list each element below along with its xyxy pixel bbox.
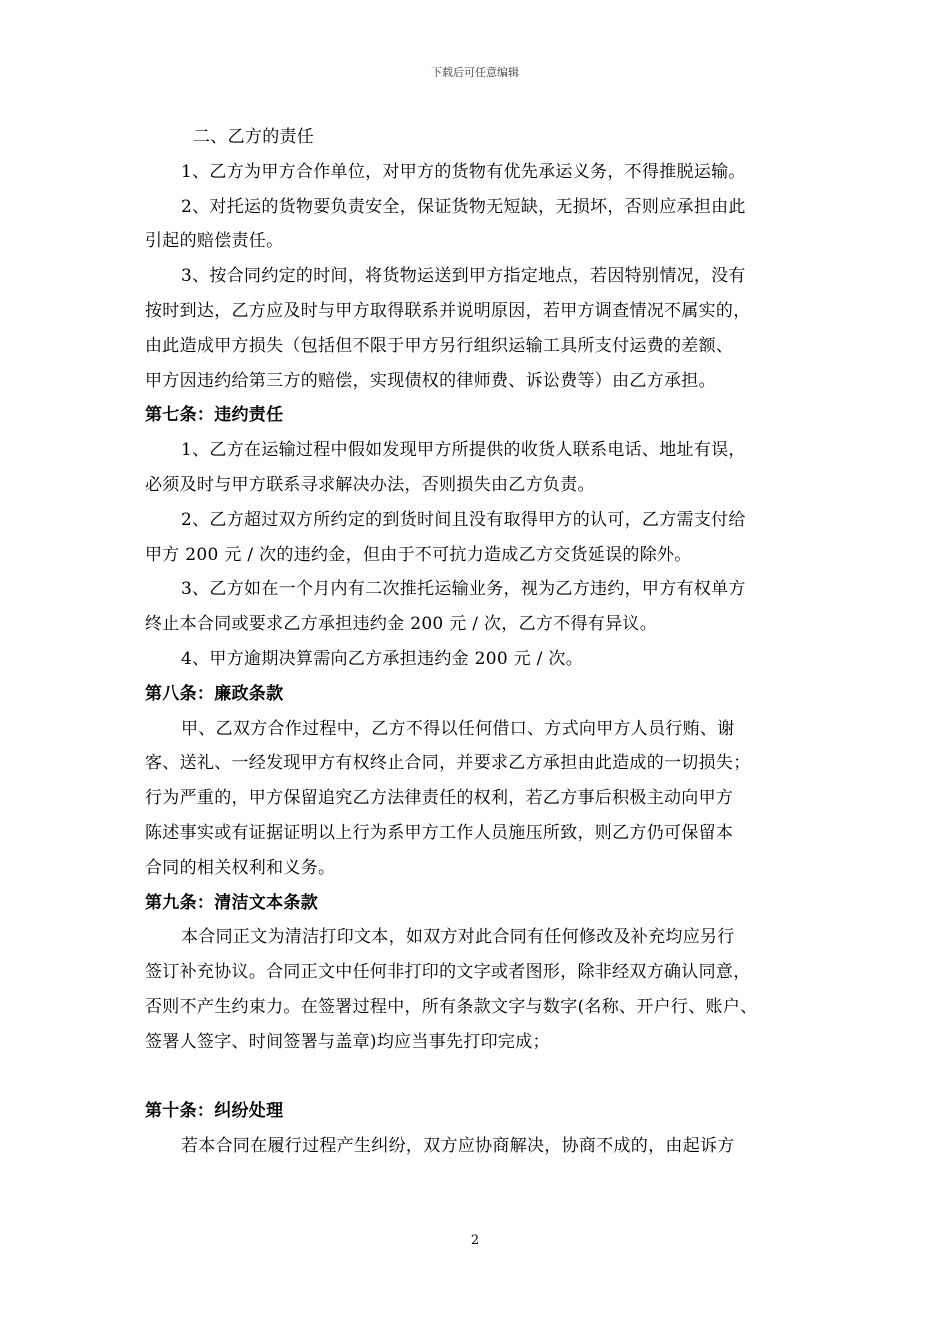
paragraph-line: 若本合同在履行过程产生纠纷，双方应协商解决，协商不成的，由起诉方 <box>181 1136 735 1157</box>
paragraph-line: 甲方 200 元 / 次的违约金，但由于不可抗力造成乙方交货延误的除外。 <box>145 544 692 565</box>
paragraph-line: 2、乙方超过双方所约定的到货时间且没有取得甲方的认可，乙方需支付给 <box>181 509 746 530</box>
paragraph-line: 陈述事实或有证据证明以上行为系甲方工作人员施压所致，则乙方仍可保留本 <box>145 822 734 843</box>
paragraph-line: 3、按合同约定的时间，将货物运送到甲方指定地点，若因特别情况，没有 <box>181 266 746 287</box>
paragraph-line: 签署人签字、时间签署与盖章)均应当事先打印完成； <box>145 1031 550 1052</box>
paragraph-line: 1、乙方在运输过程中假如发现甲方所提供的收货人联系电话、地址有误， <box>181 440 746 461</box>
paragraph-line: 引起的赔偿责任。 <box>145 231 284 252</box>
section-subtitle: 二、乙方的责任 <box>193 127 315 147</box>
paragraph-line: 4、甲方逾期决算需向乙方承担违约金 200 元 / 次。 <box>181 648 584 669</box>
article-heading: 第九条：清洁文本条款 <box>145 892 318 913</box>
article-heading: 第十条：纠纷处理 <box>145 1101 284 1122</box>
article-heading: 第七条：违约责任 <box>145 405 284 426</box>
paragraph-line: 签订补充协议。合同正文中任何非打印的文字或者图形，除非经双方确认同意， <box>145 962 751 983</box>
article-heading: 第八条：廉政条款 <box>145 683 284 704</box>
blank-line <box>145 1060 825 1095</box>
paragraph-line: 甲、乙双方合作过程中，乙方不得以任何借口、方式向甲方人员行贿、谢 <box>181 718 735 739</box>
page-number: 2 <box>470 1233 480 1248</box>
paragraph-line: 本合同正文为清洁打印文本，如双方对此合同有任何修改及补充均应另行 <box>181 927 735 948</box>
document-body <box>145 120 825 1164</box>
paragraph-line: 由此造成甲方损失（包括但不限于甲方另行组织运输工具所支付运费的差额、 <box>145 335 734 356</box>
paragraph-line: 按时到达，乙方应及时与甲方取得联系并说明原因，若甲方调查情况不属实的， <box>145 300 751 321</box>
paragraph-line: 3、乙方如在一个月内有二次推托运输业务，视为乙方违约，甲方有权单方 <box>181 579 746 600</box>
paragraph-line: 甲方因违约给第三方的赔偿，实现债权的律师费、诉讼费等）由乙方承担。 <box>145 370 716 391</box>
paragraph-line: 终止本合同或要求乙方承担违约金 200 元 / 次，乙方不得有异议。 <box>145 614 657 635</box>
paragraph-line: 1、乙方为甲方合作单位，对甲方的货物有优先承运义务，不得推脱运输。 <box>181 161 746 182</box>
page-header: 下载后可任意编辑 <box>431 66 519 79</box>
paragraph-line: 否则不产生约束力。在签署过程中，所有条款文字与数字(名称、开户行、账户、 <box>145 996 758 1017</box>
paragraph-line: 客、送礼、一经发现甲方有权终止合同，并要求乙方承担由此造成的一切损失； <box>145 753 751 774</box>
paragraph-line: 行为严重的，甲方保留追究乙方法律责任的权利，若乙方事后积极主动向甲方 <box>145 788 734 809</box>
paragraph-line: 合同的相关权利和义务。 <box>145 857 336 878</box>
paragraph-line: 2、对托运的货物要负责安全，保证货物无短缺，无损坏，否则应承担由此 <box>181 196 746 217</box>
paragraph-line: 必须及时与甲方联系寻求解决办法，否则损失由乙方负责。 <box>145 474 595 495</box>
